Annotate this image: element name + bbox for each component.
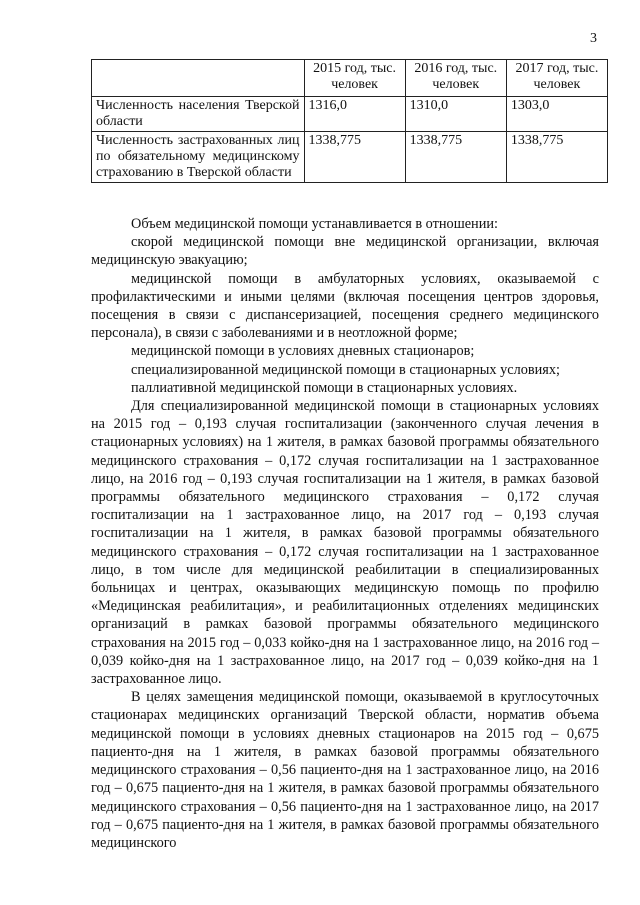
paragraph: паллиативной медицинской помощи в стационарных условиях.	[131, 379, 518, 396]
population-table	[91, 59, 608, 183]
paragraph: Для специализированной медицинской помощи в стационарных условиях на 2015 год – 0,193 случая госпитализации (законченного случая лечения в стационарных условиях) на 1 жителя, в рамках базовой программы обязательного медицинского страхования – 0,172 случая госпитализации на 1 застрахованное лицо, на 2016 год – 0,193 случая госпитализации на 1 жителя, в рамках базовой программы обязательного медицинского страхования – 0,172 случая госпитализации на 1 застрахованное лицо, на 2017 год – 0,193 случая госпитализации на 1 жителя, в рамках базовой программы обязательного медицинского страхования – 0,172 случая госпитализации на 1 застрахованное лицо, в том числе для медицинской реабилитации в специализированных больницах и центрах, оказывающих медицинскую помощь по профилю «Медицинская реабилитация», и реабилитационных отделениях медицинских организаций в рамках базовой программы обязательного медицинского страхования на 2015 год – 0,033 койко-дня на 1 застрахованное лицо, на 2016 год – 0,039 койко-дня на 1 застрахованное лицо, на 2017 год – 0,039 койко-дня на 1 застрахованное лицо.	[91, 398, 599, 688]
table-header-cell: 2017 год, тыс. человек	[506, 60, 607, 97]
paragraph: медицинской помощи в амбулаторных условиях, оказываемой с профилактическими и иными целями (включая посещения центров здоровья, посещения в связи с диспансеризацией, посещения среднего медицинского персонала), в связи с заболеваниями и в неотложной форме;	[91, 270, 599, 342]
table-cell: 1316,0	[304, 97, 405, 132]
row-label: Численность населения Тверской области	[92, 97, 305, 132]
body-text	[91, 215, 599, 852]
row-label: Численность застрахованных лиц по обязательному медицинскому страхованию в Тверской области	[92, 132, 305, 183]
paragraph: специализированной медицинской помощи в стационарных условиях;	[131, 361, 560, 378]
paragraph: Объем медицинской помощи устанавливается в отношении:	[131, 216, 498, 232]
paragraph: медицинской помощи в условиях дневных стационаров;	[131, 343, 475, 360]
paragraph: В целях замещения медицинской помощи, оказываемой в круглосуточных стационарах медицинских организаций Тверской области, норматив объема медицинской помощи в условиях дневных стационаров на 2015 год – 0,675 пациенто-дня на 1 жителя, в рамках базовой программы обязательного медицинского страхования – 0,56 пациенто-дня на 1 застрахованное лицо, на 2016 год – 0,675 пациенто-дня на 1 жителя, в рамках базовой программы обязательного медицинского страхования – 0,56 пациенто-дня на 1 застрахованное лицо, на 2017 год – 0,675 пациенто-дня на 1 жителя, в рамках базовой программы обязательного медицинского	[91, 689, 599, 851]
table-header-row	[92, 60, 608, 97]
table-header-cell: 2015 год, тыс. человек	[304, 60, 405, 97]
table-cell: 1338,775	[304, 132, 405, 183]
table-row	[92, 132, 608, 183]
table-cell: 1303,0	[506, 97, 607, 132]
table-header-cell	[92, 60, 305, 97]
table-row	[92, 97, 608, 132]
table-cell: 1338,775	[405, 132, 506, 183]
table-cell: 1310,0	[405, 97, 506, 132]
table-cell: 1338,775	[506, 132, 607, 183]
table-header-cell: 2016 год, тыс. человек	[405, 60, 506, 97]
page-number: 3	[590, 31, 597, 46]
paragraph: скорой медицинской помощи вне медицинской организации, включая медицинскую эвакуацию;	[91, 234, 599, 269]
